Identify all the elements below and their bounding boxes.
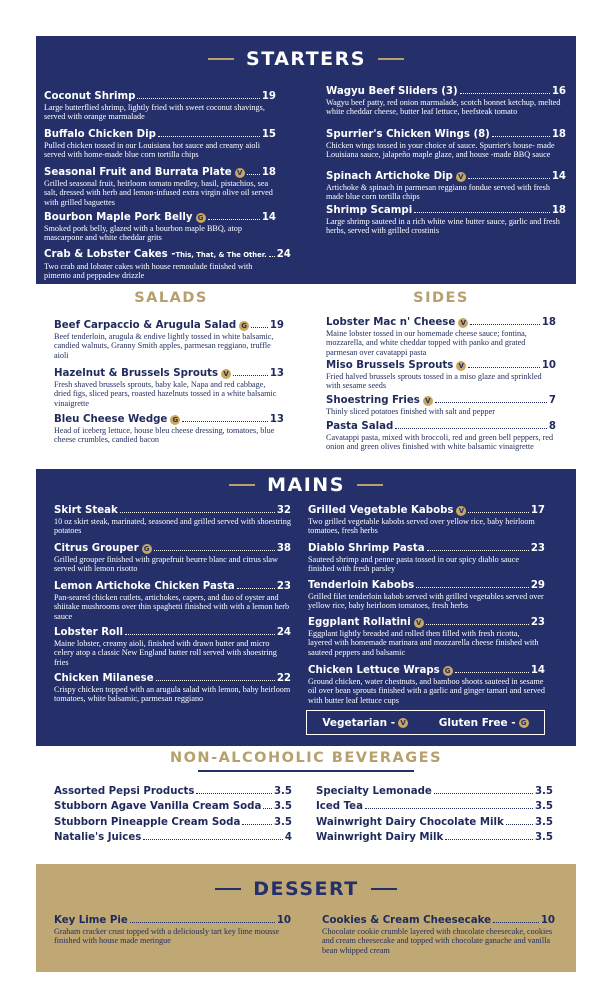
item-description: Cavatappi pasta, mixed with broccoli, red and green bell peppers, red onion and green olives finished with white balsamic vinaigrette bbox=[326, 433, 554, 452]
gluten-free-badge-icon: G bbox=[239, 321, 249, 331]
item-description: Chocolate cookie crumble layered with chocolate cheesecake, cookies and cream cheesecake and topped with chocolate ganache and vanilla bean whipped cream bbox=[322, 927, 553, 955]
mains-panel bbox=[36, 469, 576, 746]
item-price: 10 bbox=[276, 915, 291, 926]
menu-item bbox=[54, 367, 284, 408]
item-name: Spurrier's Chicken Wings (8) bbox=[326, 129, 490, 140]
menu-item bbox=[54, 319, 284, 360]
salads-heading bbox=[36, 290, 306, 306]
item-description: Grilled seasonal fruit, heirloom tomato medley, basil, pistachios, sea salt, dressed with herb and lemon-infused extra virgin olive oil served with grilled baguettes bbox=[44, 179, 273, 207]
dot-leader bbox=[158, 136, 260, 137]
vegetarian-legend bbox=[322, 717, 408, 729]
item-name: Coconut Shrimp bbox=[44, 91, 136, 102]
item-description: 10 oz skirt steak, marinated, seasoned and grilled served with shoestring potatoes bbox=[54, 517, 291, 536]
item-name: Crab & Lobster Cakes - bbox=[44, 249, 176, 260]
heading-rule bbox=[229, 484, 255, 486]
dot-leader bbox=[468, 178, 550, 179]
mains-heading bbox=[36, 474, 576, 496]
item-header bbox=[44, 248, 291, 262]
menu-item bbox=[326, 128, 566, 160]
dot-leader bbox=[506, 824, 533, 825]
item-price: 3.5 bbox=[273, 801, 292, 812]
item-price: 24 bbox=[276, 249, 291, 260]
dot-leader bbox=[137, 98, 259, 99]
menu-item bbox=[44, 248, 291, 281]
dot-leader bbox=[435, 402, 547, 403]
menu-item bbox=[44, 128, 276, 160]
menu-item bbox=[54, 914, 291, 946]
dot-leader bbox=[445, 839, 533, 840]
item-name: Diablo Shrimp Pasta bbox=[308, 543, 425, 554]
item-name: Tenderloin Kabobs bbox=[308, 580, 415, 591]
item-name: Citrus Grouper bbox=[54, 543, 139, 554]
vegetarian-badge-icon: V bbox=[458, 318, 468, 328]
dot-leader bbox=[395, 428, 547, 429]
dot-leader bbox=[242, 824, 272, 825]
item-price: 23 bbox=[530, 543, 545, 554]
dot-leader bbox=[427, 550, 529, 551]
item-name: Skirt Steak bbox=[54, 505, 118, 516]
dessert-heading bbox=[36, 878, 576, 900]
beverage-item bbox=[316, 817, 553, 828]
item-name: Wagyu Beef Sliders (3) bbox=[326, 86, 458, 97]
vegetarian-badge-icon: V bbox=[456, 506, 466, 516]
dot-leader bbox=[470, 324, 540, 325]
item-price: 24 bbox=[276, 627, 291, 638]
item-description: Grilled filet tenderloin kabob served with grilled vegetables served over yellow rice, baby heirloom tomatoes, fresh herbs bbox=[308, 592, 544, 611]
item-header bbox=[326, 420, 556, 433]
gluten-free-legend bbox=[439, 717, 529, 729]
starters-heading bbox=[36, 48, 576, 70]
item-description: Two grilled vegetable kabobs served over yellow rice, baby heirloom tomatoes, fresh herbs bbox=[308, 517, 535, 536]
item-header bbox=[54, 801, 292, 812]
item-header bbox=[316, 801, 553, 812]
item-price: 3.5 bbox=[534, 786, 553, 797]
item-price: 14 bbox=[530, 665, 545, 676]
item-header bbox=[54, 319, 284, 332]
item-description: Graham cracker crust topped with a deliciously tart key lime mousse finished with house made meringue bbox=[54, 927, 280, 946]
heading-rule bbox=[378, 58, 404, 60]
starters-panel bbox=[36, 36, 576, 284]
dot-leader bbox=[120, 512, 275, 513]
item-description: Large butterflied shrimp, lightly fried with sweet coconut shavings, served with orange marmalade bbox=[44, 103, 265, 122]
menu-item bbox=[308, 504, 545, 536]
menu-item bbox=[326, 316, 556, 357]
dot-leader bbox=[416, 587, 529, 588]
item-name: Key Lime Pie bbox=[54, 915, 128, 926]
item-price: 18 bbox=[551, 205, 566, 216]
item-description: Thinly sliced potatoes finished with salt and pepper bbox=[326, 407, 495, 416]
item-name: Shoestring Fries bbox=[326, 395, 420, 406]
item-name: Stubborn Agave Vanilla Cream Soda bbox=[54, 801, 262, 812]
menu-item bbox=[326, 394, 556, 416]
item-price: 15 bbox=[261, 129, 276, 140]
dot-leader bbox=[455, 672, 529, 673]
menu-item bbox=[308, 664, 545, 705]
item-name: Assorted Pepsi Products bbox=[54, 786, 195, 797]
item-header bbox=[316, 786, 553, 797]
item-description: Maine lobster tossed in our homemade cheese sauce; fontina, mozzarella, and white cheddar topped with panko and grated parmesan over cavatappi pasta bbox=[326, 329, 527, 357]
beverage-item bbox=[54, 817, 292, 828]
item-description: Fried halved brussels sprouts tossed in a miso glaze and sprinkled with sesame seeds bbox=[326, 372, 542, 391]
item-description: Two crab and lobster cakes with house remoulade finished with pimento and peppadew drizzle bbox=[44, 262, 253, 281]
item-header bbox=[44, 90, 276, 103]
item-header bbox=[54, 832, 292, 843]
item-price: 3.5 bbox=[534, 832, 553, 843]
dot-leader bbox=[468, 512, 528, 513]
dot-leader bbox=[182, 421, 268, 422]
item-price: 16 bbox=[551, 86, 566, 97]
item-header bbox=[326, 170, 566, 183]
item-name: Chicken Lettuce Wraps bbox=[308, 665, 440, 676]
dot-leader bbox=[233, 375, 268, 376]
item-description: Fresh shaved brussels sprouts, baby kale, Napa and red cabbage, dried figs, sliced pears, roasted hazelnuts tossed in a white balsamic vinaigrette bbox=[54, 380, 277, 408]
item-header bbox=[308, 664, 545, 677]
item-name: Seasonal Fruit and Burrata Plate bbox=[44, 167, 232, 178]
item-description: Eggplant lightly breaded and rolled then filled with fresh ricotta, layered with homemade marinara and mozzarella cheese finished with sauteed peppers and balsamic bbox=[308, 629, 539, 657]
vegetarian-badge-icon: V bbox=[456, 172, 466, 182]
item-header bbox=[54, 413, 284, 426]
item-header bbox=[54, 672, 291, 685]
item-price: 22 bbox=[276, 673, 291, 684]
item-header bbox=[54, 367, 284, 380]
dot-leader bbox=[208, 219, 260, 220]
mains-title: MAINS bbox=[267, 474, 345, 496]
item-name: Bleu Cheese Wedge bbox=[54, 414, 168, 425]
item-price: 23 bbox=[276, 581, 291, 592]
item-price: 3.5 bbox=[273, 817, 292, 828]
item-header bbox=[44, 166, 276, 179]
item-header bbox=[54, 580, 291, 593]
menu-item bbox=[54, 626, 291, 667]
item-header bbox=[322, 914, 555, 927]
item-header bbox=[54, 504, 291, 517]
gluten-free-badge-icon: G bbox=[443, 666, 453, 676]
menu-item bbox=[326, 170, 566, 202]
item-header bbox=[326, 204, 566, 217]
item-header bbox=[54, 786, 292, 797]
dot-leader bbox=[156, 680, 275, 681]
vegetarian-badge-icon: V bbox=[235, 168, 245, 178]
heading-rule bbox=[357, 484, 383, 486]
dot-leader bbox=[237, 588, 275, 589]
dot-leader bbox=[143, 839, 283, 840]
item-name: Hazelnut & Brussels Sprouts bbox=[54, 368, 219, 379]
item-price: 3.5 bbox=[534, 817, 553, 828]
item-description: Crispy chicken topped with an arugula salad with lemon, baby heirloom tomatoes, white balsamic, parmesan reggiano bbox=[54, 685, 291, 704]
gluten-free-badge-icon: G bbox=[519, 718, 529, 728]
menu-item bbox=[308, 579, 545, 611]
dot-leader bbox=[130, 922, 275, 923]
item-header bbox=[308, 579, 545, 592]
gluten-free-legend-label: Gluten Free - bbox=[438, 716, 516, 729]
item-name: Wainwright Dairy Milk bbox=[316, 832, 444, 843]
item-price: 13 bbox=[269, 414, 284, 425]
beverages-heading bbox=[36, 750, 576, 766]
beverage-item bbox=[316, 801, 553, 812]
item-header bbox=[54, 542, 291, 555]
item-name: Shrimp Scampi bbox=[326, 205, 413, 216]
item-description: Pan-seared chicken cutlets, artichokes, capers, and duo of oyster and shiitake mushrooms over thin spaghetti finished with with a lemon herb sauce bbox=[54, 593, 290, 621]
menu-item bbox=[54, 580, 291, 621]
menu-item bbox=[54, 542, 291, 574]
gluten-free-badge-icon: G bbox=[196, 213, 206, 223]
vegetarian-legend-label: Vegetarian - bbox=[322, 716, 396, 729]
dot-leader bbox=[251, 327, 268, 328]
item-header bbox=[44, 211, 276, 224]
item-price: 3.5 bbox=[273, 786, 292, 797]
dot-leader bbox=[365, 808, 533, 809]
item-price: 3.5 bbox=[534, 801, 553, 812]
item-name: Wainwright Dairy Chocolate Milk bbox=[316, 817, 504, 828]
item-price: 14 bbox=[551, 171, 566, 182]
item-description: Maine lobster, creamy aioli, finished with drawn butter and micro celery atop a classic New England butter roll served with shoestring fries bbox=[54, 639, 277, 667]
item-name: Lobster Roll bbox=[54, 627, 124, 638]
item-description: Sauteed shrimp and penne pasta tossed in our spicy diablo sauce finished with fresh parsley bbox=[308, 555, 520, 574]
item-header bbox=[44, 128, 276, 141]
dot-leader bbox=[426, 624, 529, 625]
vegetarian-badge-icon: V bbox=[221, 369, 231, 379]
diet-legend bbox=[306, 710, 545, 735]
vegetarian-badge-icon: V bbox=[456, 361, 466, 371]
item-description: Head of iceberg lettuce, house bleu cheese dressing, tomatoes, blue cheese crumbles, candied bacon bbox=[54, 426, 275, 445]
item-subtitle: This, That, & The Other. bbox=[175, 251, 267, 259]
beverage-item bbox=[316, 786, 553, 797]
item-name: Buffalo Chicken Dip bbox=[44, 129, 156, 140]
beverage-item bbox=[54, 832, 292, 843]
vegetarian-badge-icon: V bbox=[398, 718, 408, 728]
item-header bbox=[316, 832, 553, 843]
item-header bbox=[308, 616, 545, 629]
item-header bbox=[316, 817, 553, 828]
item-name: Pasta Salad bbox=[326, 421, 394, 432]
vegetarian-badge-icon: V bbox=[423, 396, 433, 406]
beverage-item bbox=[54, 786, 292, 797]
dessert-panel bbox=[36, 864, 576, 972]
menu-item bbox=[44, 166, 276, 207]
menu-item bbox=[308, 542, 545, 574]
item-description: Wagyu beef patty, red onion marmalade, scotch bonnet ketchup, melted white cheddar cheese, butter leaf lettuce, beefsteak tomato bbox=[326, 98, 561, 117]
item-name: Chicken Milanese bbox=[54, 673, 154, 684]
item-name: Lobster Mac n' Cheese bbox=[326, 317, 456, 328]
menu-item bbox=[44, 211, 276, 243]
menu-item bbox=[54, 672, 291, 704]
sides-section bbox=[306, 286, 576, 466]
item-price: 10 bbox=[540, 915, 555, 926]
dot-leader bbox=[468, 367, 540, 368]
item-name: Natalie's Juices bbox=[54, 832, 142, 843]
dot-leader bbox=[460, 93, 550, 94]
sides-heading bbox=[306, 290, 576, 306]
heading-rule bbox=[208, 58, 234, 60]
item-name: Cookies & Cream Cheesecake bbox=[322, 915, 491, 926]
item-name: Eggplant Rollatini bbox=[308, 617, 411, 628]
item-price: 23 bbox=[530, 617, 545, 628]
dot-leader bbox=[269, 256, 275, 257]
item-price: 29 bbox=[530, 580, 545, 591]
dot-leader bbox=[414, 212, 550, 213]
starters-title: STARTERS bbox=[246, 48, 366, 70]
menu-item bbox=[326, 359, 556, 391]
dessert-title: DESSERT bbox=[253, 878, 359, 900]
item-price: 18 bbox=[261, 167, 276, 178]
gluten-free-badge-icon: G bbox=[142, 544, 152, 554]
item-price: 4 bbox=[284, 832, 292, 843]
heading-rule bbox=[371, 888, 397, 890]
item-price: 32 bbox=[276, 505, 291, 516]
menu-item bbox=[54, 413, 284, 445]
item-header bbox=[326, 359, 556, 372]
dot-leader bbox=[492, 136, 550, 137]
item-description: Ground chicken, water chestnuts, and bamboo shoots sauteed in sesame oil over bean sprouts finished with a garlic and ginger tamari and served with butter leaf lettuce cups bbox=[308, 677, 545, 705]
menu-item bbox=[322, 914, 555, 955]
item-price: 19 bbox=[261, 91, 276, 102]
menu-item bbox=[326, 204, 566, 236]
dot-leader bbox=[196, 793, 272, 794]
item-header bbox=[326, 394, 556, 407]
item-name: Lemon Artichoke Chicken Pasta bbox=[54, 581, 235, 592]
item-header bbox=[326, 85, 566, 98]
beverages-section bbox=[36, 746, 576, 858]
menu-item bbox=[44, 90, 276, 122]
item-price: 14 bbox=[261, 212, 276, 223]
item-name: Specialty Lemonade bbox=[316, 786, 432, 797]
sides-title: SIDES bbox=[413, 290, 469, 306]
item-description: Chicken wings tossed in your choice of sauce. Spurrier's house- made Louisiana sauce, jalapeño maple glaze, and house -made BBQ sauce bbox=[326, 141, 555, 160]
gluten-free-badge-icon: G bbox=[170, 415, 180, 425]
item-description: Artichoke & spinach in parmesan reggiano fondue served with fresh made blue corn tortilla chips bbox=[326, 183, 550, 202]
dot-leader bbox=[154, 550, 275, 551]
item-price: 17 bbox=[530, 505, 545, 516]
beverages-title: NON-ALCOHOLIC BEVERAGES bbox=[169, 750, 443, 766]
item-price: 7 bbox=[548, 395, 556, 406]
dot-leader bbox=[125, 634, 275, 635]
item-name: Spinach Artichoke Dip bbox=[326, 171, 453, 182]
item-description: Smoked pork belly, glazed with a bourbon maple BBQ, atop mascarpone and white cheddar grits bbox=[44, 224, 242, 243]
item-name: Bourbon Maple Pork Belly bbox=[44, 212, 193, 223]
item-price: 19 bbox=[269, 320, 284, 331]
item-price: 8 bbox=[548, 421, 556, 432]
item-price: 18 bbox=[551, 129, 566, 140]
item-header bbox=[308, 504, 545, 517]
salads-title: SALADS bbox=[134, 290, 208, 306]
item-price: 10 bbox=[541, 360, 556, 371]
item-header bbox=[326, 128, 566, 141]
salads-section bbox=[36, 286, 306, 466]
vegetarian-badge-icon: V bbox=[414, 618, 424, 628]
item-price: 13 bbox=[269, 368, 284, 379]
item-name: Iced Tea bbox=[316, 801, 363, 812]
item-header bbox=[308, 542, 545, 555]
item-header bbox=[54, 626, 291, 639]
heading-rule bbox=[215, 888, 241, 890]
dot-leader bbox=[247, 174, 260, 175]
menu-item bbox=[54, 504, 291, 536]
item-name: Beef Carpaccio & Arugula Salad bbox=[54, 320, 237, 331]
item-price: 38 bbox=[276, 543, 291, 554]
item-header bbox=[54, 914, 291, 927]
item-description: Large shrimp sauteed in a rich white wine butter sauce, garlic and fresh herbs, served with grilled crostinis bbox=[326, 217, 560, 236]
menu-item bbox=[326, 85, 566, 117]
dot-leader bbox=[493, 922, 539, 923]
menu-item bbox=[326, 420, 556, 452]
dot-leader bbox=[434, 793, 533, 794]
item-name: Stubborn Pineapple Cream Soda bbox=[54, 817, 241, 828]
item-name: Miso Brussels Sprouts bbox=[326, 360, 454, 371]
item-price: 18 bbox=[541, 317, 556, 328]
item-header bbox=[54, 817, 292, 828]
item-description: Pulled chicken tossed in our Louisiana hot sauce and creamy aioli served with home-made blue corn tortilla chips bbox=[44, 141, 260, 160]
item-header bbox=[326, 316, 556, 329]
beverages-underline bbox=[198, 770, 414, 772]
item-name: Grilled Vegetable Kabobs bbox=[308, 505, 454, 516]
beverage-item bbox=[54, 801, 292, 812]
beverage-item bbox=[316, 832, 553, 843]
dot-leader bbox=[263, 808, 272, 809]
item-description: Beef tenderloin, arugula & endive lightly tossed in white balsamic, candied walnuts, Granny Smith apples, parmesan reggiano, truffle aioli bbox=[54, 332, 274, 360]
menu-item bbox=[308, 616, 545, 657]
item-description: Grilled grouper finished with grapefruit beurre blanc and citrus slaw served with lemon risotto bbox=[54, 555, 278, 574]
